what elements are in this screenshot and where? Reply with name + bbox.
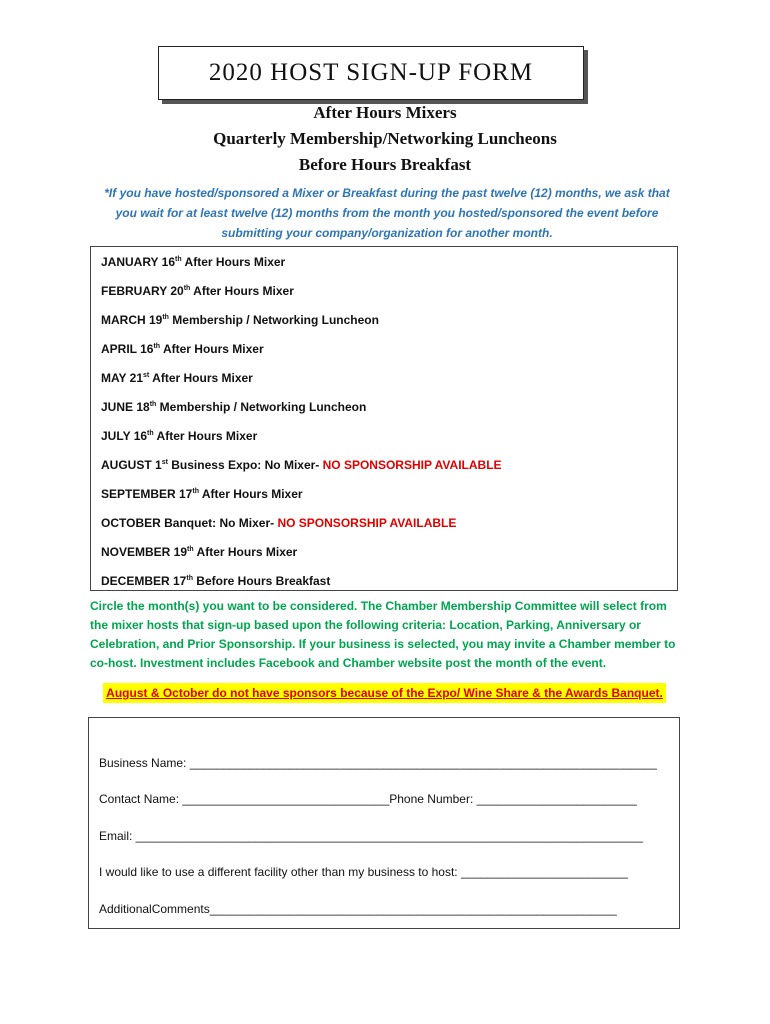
month-date: JUNE 18 [101, 400, 150, 414]
month-date: NOVEMBER 19 [101, 545, 188, 559]
month-event: After Hours Mixer [153, 429, 258, 443]
month-row-july[interactable] [101, 429, 257, 443]
date-suffix: th [149, 401, 157, 408]
date-suffix: th [183, 285, 191, 292]
date-suffix: st [143, 372, 150, 379]
date-suffix: th [162, 314, 169, 321]
criteria-line: Circle the month(s) you want to be considered. The Chamber Membership Committee will select from [90, 599, 667, 613]
month-row-march[interactable] [101, 313, 379, 327]
email-field[interactable]: Email: ____________________________________________________________________________ [99, 829, 643, 843]
month-date: AUGUST 1 [101, 458, 162, 472]
date-suffix: th [187, 546, 194, 553]
month-list [90, 246, 678, 591]
month-event: After Hours Mixer [181, 255, 286, 269]
month-event: After Hours Mixer [193, 545, 298, 559]
month-date: SEPTEMBER 17 [101, 487, 193, 501]
month-row-june[interactable] [101, 400, 366, 414]
month-date: OCTOBER Banquet: No Mixer- [101, 516, 278, 530]
month-date: JANUARY 16 [101, 255, 176, 269]
note-line: *If you have hosted/sponsored a Mixer or Breakfast during the past twelve (12) months, we ask that [104, 186, 670, 200]
month-event: Membership / Networking Luncheon [168, 313, 379, 327]
month-row-october[interactable] [101, 516, 456, 530]
month-row-august[interactable] [101, 458, 502, 472]
month-event: After Hours Mixer [190, 284, 294, 298]
date-suffix: th [175, 256, 182, 263]
month-event: After Hours Mixer [198, 487, 303, 501]
month-event: Before Hours Breakfast [192, 574, 331, 588]
month-row-december[interactable] [101, 574, 330, 588]
date-suffix: st [161, 459, 168, 466]
date-suffix: th [153, 343, 161, 350]
month-event: Membership / Networking Luncheon [156, 400, 367, 414]
month-row-november[interactable] [101, 545, 297, 559]
facility-field[interactable]: I would like to use a different facility other than my business to host: _________________________ [99, 865, 628, 879]
month-event: Business Expo: No Mixer- [167, 458, 323, 472]
month-date: MARCH 19 [101, 313, 163, 327]
month-row-september[interactable] [101, 487, 303, 501]
criteria-line: co-host. Investment includes Facebook and Chamber website post the month of the event. [90, 656, 607, 670]
date-suffix: th [186, 575, 193, 582]
criteria-line: Celebration, and Prior Sponsorship. If your business is selected, you may invite a Chamber member to [90, 637, 676, 651]
no-sponsorship-warning: NO SPONSORSHIP AVAILABLE [322, 458, 502, 472]
subtitle-breakfast: Before Hours Breakfast [298, 155, 472, 174]
signup-fields-box [88, 717, 680, 929]
no-sponsor-banner: August & October do not have sponsors because of the Expo/ Wine Share & the Awards Banquet. [103, 683, 666, 703]
form-title: 2020 HOST SIGN-UP FORM [208, 59, 534, 86]
date-suffix: th [192, 488, 199, 495]
month-event: After Hours Mixer [160, 342, 264, 356]
month-date: APRIL 16 [101, 342, 154, 356]
month-event: After Hours Mixer [149, 371, 253, 385]
criteria-line: the mixer hosts that sign-up based upon the following criteria: Location, Parking, Anniversary or [90, 618, 641, 632]
no-sponsorship-warning: NO SPONSORSHIP AVAILABLE [277, 516, 457, 530]
month-row-april[interactable] [101, 342, 264, 356]
business-name-field[interactable]: Business Name: ______________________________________________________________________ [99, 756, 657, 770]
month-date: MAY 21 [101, 371, 144, 385]
form-title-box [158, 46, 584, 100]
month-date: FEBRUARY 20 [101, 284, 184, 298]
note-line: you wait for at least twelve (12) months from the month you hosted/sponsored the event before [115, 206, 659, 220]
date-suffix: th [147, 430, 154, 437]
subtitle-mixers: After Hours Mixers [313, 103, 457, 122]
note-line: submitting your company/organization for another month. [221, 226, 553, 240]
subtitle-luncheons: Quarterly Membership/Networking Luncheons [213, 129, 557, 148]
contact-phone-field[interactable]: Contact Name: _______________________________Phone Number: ________________________ [99, 792, 637, 806]
month-row-february[interactable] [101, 284, 294, 298]
comments-field[interactable]: AdditionalComments_____________________________________________________________ [99, 902, 617, 916]
month-date: JULY 16 [101, 429, 148, 443]
month-row-may[interactable] [101, 371, 253, 385]
hosting-note [90, 183, 684, 243]
month-date: DECEMBER 17 [101, 574, 187, 588]
month-row-january[interactable] [101, 255, 285, 269]
selection-criteria [90, 597, 682, 673]
